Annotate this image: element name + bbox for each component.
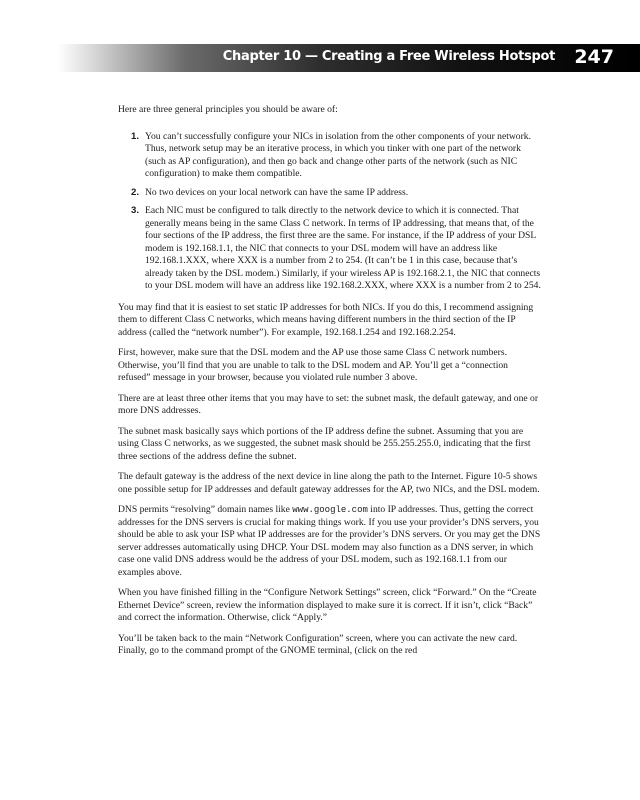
intro-paragraph: Here are three general principles you should be aware of:: [118, 104, 338, 115]
page-body: [118, 104, 542, 666]
paragraph-default-gateway: The default gateway is the address of the next device in line along the path to the Internet. Figure 10-5 shows one possible setup for IP addresses and default gateway addresses for the AP, two NICs, and the DSL modem.: [118, 471, 540, 495]
paragraph-other-items: There are at least three other items that you may have to set: the subnet mask, the default gateway, and one or more DNS addresses.: [118, 392, 539, 416]
list-item-text: You can’t successfully configure your NICs in isolation from the other components of your network. Thus, network setup may be an iterative process, in which you tinker with one part of the network (such as AP configuration), and then go back and change other parts of the network (such as NIC configuration) to make them compatible.: [145, 130, 531, 179]
list-item: [118, 205, 542, 293]
chapter-header-bar: [58, 44, 640, 72]
list-item-text: No two devices on your local network can have the same IP address.: [145, 186, 409, 198]
paragraph-finish-settings: When you have finished filling in the “Configure Network Settings” screen, click “Forward.” On the “Create Ethernet Device” screen, review the information displayed to make sure it is correct. If it isn’t, click “Back” and correct the information. Otherwise, click “Apply.”: [118, 587, 537, 623]
list-item: [118, 131, 542, 181]
paragraph-subnet-mask: The subnet mask basically says which portions of the IP address define the subnet. Assuming that you are using Class C networks, as we suggested, the subnet mask should be 255.255.255.0, indicating that the first three sections of the address define the subnet.: [118, 425, 531, 462]
dns-text-before: DNS permits “resolving” domain names like: [118, 504, 293, 515]
domain-example-code: www.google.com: [292, 505, 368, 515]
list-item: [118, 187, 542, 200]
paragraph-static-ip: You may find that it is easiest to set static IP addresses for both NICs. If you do this, I recommend assigning them to different Class C networks, which means having different numbers in the third section of the IP address (called the “network number”). For example, 192.168.1.254 and 192.168.2.254.: [118, 301, 534, 338]
list-item-number: 2.: [131, 186, 140, 198]
list-item-text: Each NIC must be configured to talk directly to the network device to which it is connected. That generally means being in the same Class C network. In terms of IP addressing, that means that, of the four sections of the IP address, the first three are the same. For instance, if the IP address of your DSL modem is 192.168.1.1, the NIC that connects to your DSL modem will have an address like 192.168.1.XXX, where XXX is a number from 2 to 254. (It can’t be 1 in this case, because that’s already taken by the DSL modem.) Similarly, if your wireless AP is 192.168.2.1, the NIC that connects to your DSL modem will have an address like 192.168.2.XXX, where XXX is a number from 2 to 254.: [145, 205, 541, 291]
paragraph-dns: [118, 504, 542, 579]
page-number: 247: [574, 46, 614, 68]
paragraph-class-c-check: First, however, make sure that the DSL modem and the AP use those same Class C network numbers. Otherwise, you’ll find that you are unable to talk to the DSL modem and AP. You’ll get a “connection refused” message in your browser, because you violated rule number 3 above.: [118, 347, 508, 383]
dns-text-after: into IP addresses. Thus, getting the correct addresses for the DNS servers is crucial for making things work. If you use your provider’s DNS servers, you should be able to ask your ISP what IP addresses are for the provider’s DNS servers. Or you may get the DNS server addresses automatically using DHCP. Your DSL modem may also function as a DNS server, in which case one valid DNS address would be the address of your DSL modem, such as 192.168.1.1 from our examples above.: [118, 504, 541, 578]
chapter-title: Chapter 10 — Creating a Free Wireless Hotspot: [222, 49, 555, 64]
list-item-number: 3.: [131, 205, 140, 216]
paragraph-activate-card: You’ll be taken back to the main “Network Configuration” screen, where you can activate the new card. Finally, go to the command prompt of the GNOME terminal, (click on the red: [118, 632, 518, 656]
principles-list: [118, 131, 542, 293]
list-item-number: 1.: [131, 130, 140, 142]
